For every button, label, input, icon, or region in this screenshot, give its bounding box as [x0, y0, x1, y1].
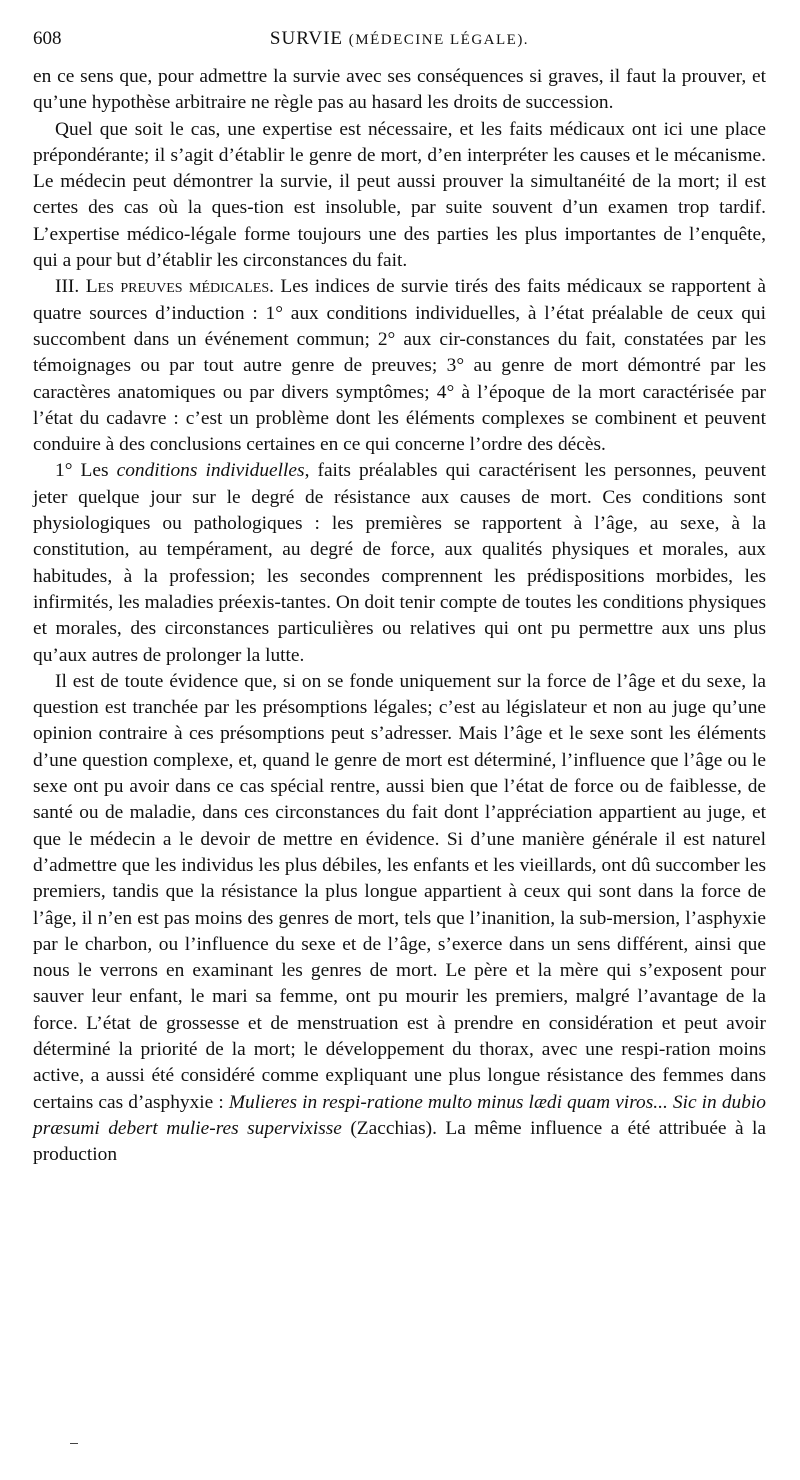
paragraph-1: en ce sens que, pour admettre la survie avec ses conséquences si graves, il faut la prouver, et qu’une hypothèse arbitraire ne règle pas au hasard les droits de succession. — [33, 66, 766, 114]
page-number: 608 — [33, 28, 62, 49]
paragraph-3-text: Les indices de survie tirés des faits médicaux se rapportent à quatre sources d’induction : 1° aux conditions individuelles, à l’état préalable de ceux qui succombent dans un événement commun; 2° aux cir-constances du fait, constatées par les témoignages ou par tout autre genre de preuves; 3° au genre de mort démontré par les caractères anatomiques ou par divers symptômes; 4° à l’époque de la mort caractérisée par l’état du cadavre : c’est un problème dont les éléments complexes se combinent et peuvent conduire à des conclusions certaines en ce qui concerne l’ordre des décès. — [33, 276, 766, 456]
paragraph-4-lead: 1° Les — [55, 460, 117, 482]
document-page — [33, 28, 766, 1168]
paragraph-4 — [33, 458, 766, 668]
running-title-sub: (MÉDECINE LÉGALE). — [348, 32, 530, 48]
running-header — [33, 28, 766, 50]
section-heading: Les preuves médicales. — [85, 276, 274, 298]
paragraph-5-text: Il est de toute évidence que, si on se fonde uniquement sur la force de l’âge et du sexe, la question est tranchée par les présomptions légales; c’est au législateur et non au juge qu’une opinion contraire à ces présomptions peut s’adresser. Mais l’âge et le sexe sont les éléments d’une question complexe, et, quand le genre de mort est déterminé, l’influence que l’âge ou le sexe ont pu avoir dans ce cas spécial rentre, aussi bien que l’état de force ou de faiblesse, de santé ou de maladie, dans ces circonstances du fait dont l’appréciation appartient au juge, et que le médecin a le devoir de mettre en évidence. Si d’une manière générale il est naturel d’admettre que les individus les plus débiles, les enfants et les vieillards, ont dû succomber les premiers, tandis que la résistance la plus longue appartient à ceux qui sont dans la force de l’âge, il n’en est pas moins des genres de mort, tels que l’inanition, la sub-mersion, l’asphyxie par le charbon, ou l’influence du sexe et de l’âge, s’exerce dans un sens différent, ainsi que nous le verrons en examinant les genres de mort. Le père et la mère qui s’exposent pour sauver leur enfant, le mari sa femme, ont pu mourir les premiers, malgré l’avantage de la force. L’état de grossesse et de menstruation est à prendre en considération et peut avoir déterminé la priorité de la mort; le développement du thorax, avec une respi-ration moins active, a aussi été considéré comme expliquant une plus longue résistance des femmes dans certains cas d’asphyxie : — [33, 670, 766, 1113]
running-title — [33, 28, 766, 51]
footer-dash — [70, 1443, 78, 1444]
section-number: III. — [55, 276, 86, 298]
paragraph-4-text: , faits préalables qui caractérisent les personnes, peuvent jeter quelque jour sur le degré de résistance aux causes de mort. Ces conditions sont physiologiques ou pathologiques : les premières se rapportent à l’âge, au sexe, à la constitution, au tempérament, au degré de force, aux qualités physiques et morales, aux habitudes, à la profession; les secondes comprennent les prédispositions morbides, les infirmités, les maladies préexis-tantes. On doit tenir compte de toutes les conditions physiques et morales, des circonstances particulières ou relatives qui ont pu permettre aux uns plus qu’aux autres de prolonger la lutte. — [33, 460, 766, 666]
paragraph-2: Quel que soit le cas, une expertise est nécessaire, et les faits médicaux ont ici une place prépondérante; il s’agit d’établir le genre de mort, d’en interpréter les causes et le mécanisme. Le médecin peut démontrer la survie, il peut aussi prouver la simultanéité de la mort; il est certes des cas où la ques-tion est insoluble, par suite souvent d’un examen trop tardif. L’expertise médico-légale forme toujours une des parties les plus importantes de l’enquête, qui a pour but d’établir les circonstances du fait. — [33, 118, 766, 272]
paragraph-3 — [33, 274, 766, 458]
paragraph-5-end: (Zacchias). La même influence a été attribuée à la production — [33, 1117, 766, 1166]
latin-quotation: Mulieres in respi-ratione multo minus lædi quam viros... Sic in dubio præsumi debert mulie-res supervixisse — [33, 1091, 766, 1139]
paragraph-4-italic: conditions individuelles — [116, 460, 305, 482]
body-text — [33, 64, 766, 1168]
running-title-main: SURVIE — [269, 28, 344, 49]
paragraph-5 — [33, 669, 766, 1169]
